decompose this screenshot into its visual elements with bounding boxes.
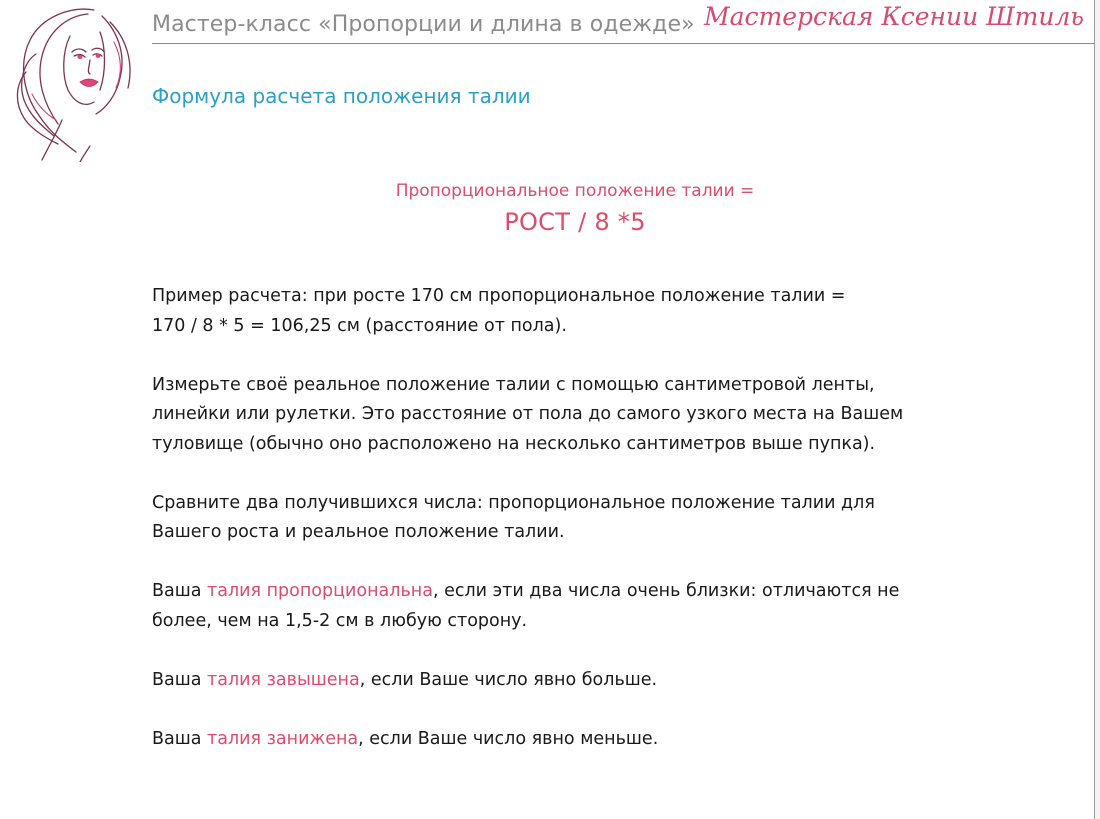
text-line: Вашего роста и реальное положение талии. <box>152 522 565 542</box>
text-suffix: , если эти два числа очень близки: отличаются не <box>432 581 900 601</box>
body-text <box>152 282 1052 784</box>
text-line <box>152 725 1052 755</box>
text-line <box>152 577 1052 607</box>
brand-signature: Мастерская Ксении Штиль <box>704 2 1084 31</box>
text-prefix: Ваша <box>152 581 208 601</box>
text-line <box>152 666 1052 696</box>
text-line: более, чем на 1,5-2 см в любую сторону. <box>152 610 528 631</box>
highlight-proportional: талия пропорциональна <box>207 581 433 601</box>
paragraph-proportional <box>152 577 1052 636</box>
window-edge <box>1094 0 1100 819</box>
text-line: Измерьте своё реальное положение талии с помощью сантиметровой ленты, <box>152 374 875 395</box>
paragraph-measure <box>152 371 1052 460</box>
header-divider <box>152 43 1095 44</box>
text-line: Пример расчета: при росте 170 см пропорциональное положение талии = <box>152 286 846 306</box>
formula-label: Пропорциональное положение талии = <box>395 181 755 201</box>
text-line: Сравните два получившихся числа: пропорциональное положение талии для <box>152 492 875 513</box>
text-line: туловище (обычно оно расположено на несколько сантиметров выше пупка). <box>152 433 876 454</box>
text-line: 170 / 8 * 5 = 106,25 см (расстояние от пола). <box>152 315 567 336</box>
paragraph-low <box>152 725 1052 755</box>
woman-face-logo-icon <box>2 2 142 162</box>
header-title: Мастер-класс «Пропорции и длина в одежде» <box>152 12 695 37</box>
text-suffix: , если Ваше число явно больше. <box>359 669 658 690</box>
text-suffix: , если Ваше число явно меньше. <box>358 728 659 749</box>
text-prefix: Ваша <box>152 669 208 690</box>
section-title: Формула расчета положения талии <box>152 84 531 108</box>
text-line: линейки или рулетки. Это расстояние от пола до самого узкого места на Вашем <box>152 404 904 424</box>
highlight-low: талия занижена <box>207 728 359 749</box>
formula-expression: РОСТ / 8 *5 <box>504 208 646 236</box>
text-prefix: Ваша <box>152 728 208 749</box>
highlight-high: талия завышена <box>207 669 360 690</box>
paragraph-example <box>152 282 1052 341</box>
paragraph-high <box>152 666 1052 696</box>
paragraph-compare <box>152 489 1052 548</box>
